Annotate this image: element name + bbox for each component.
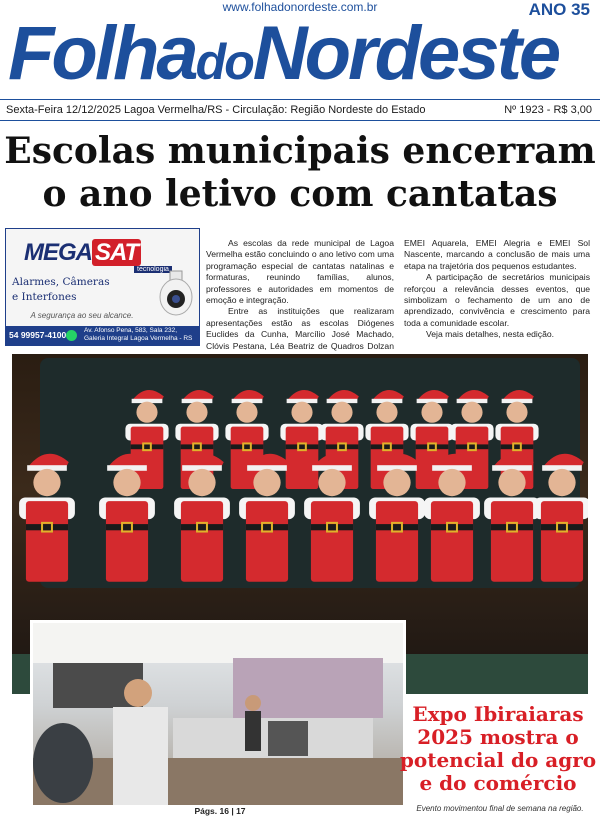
- newspaper-masthead: [8, 10, 598, 96]
- ad-brand-sat: SAT: [92, 239, 141, 266]
- ad-contact-bar: [6, 326, 199, 345]
- expo-ibiraiaras-photo: [30, 620, 406, 808]
- masthead-word-folha: Folha: [8, 11, 196, 96]
- headline-line-2: o ano letivo com cantatas: [42, 173, 558, 215]
- issue-price: Nº 1923 - R$ 3,00: [504, 104, 592, 116]
- ad-slogan: A segurança ao seu alcance.: [30, 311, 134, 320]
- child-figure: [19, 454, 75, 582]
- whatsapp-icon: [66, 330, 77, 341]
- article-column-2: [404, 238, 590, 341]
- dateline-info: Sexta-Feira 12/12/2025 Lagoa Vermelha/RS - Circulação: Região Nordeste do Estado: [6, 104, 426, 116]
- article-paragraph: Entre as instituições que realizaram apresentações estão as escolas Diógenes Euclides da Cunha, Marcílio José Machado, Clóvis Pestana, Léa Beatriz de Quadros Dolzan: [206, 306, 394, 351]
- child-figure: [280, 390, 323, 489]
- ad-brand-logo: [24, 239, 141, 267]
- ad-address-2: Galeria Integral Lagoa Vermelha - RS: [84, 335, 193, 342]
- expo-headline-line: Expo Ibiraiaras: [412, 702, 584, 726]
- megasat-advertisement: [5, 228, 200, 346]
- expo-caption: Evento movimentou final de semana na região.: [416, 804, 584, 813]
- article-paragraph: A participação de secretários municipais reforçou a relevância desses eventos, que simbolizam o fechamento de um ano de aprendizado, convivência e crescimento para toda a comunidade escolar.: [404, 272, 590, 328]
- see-more-note: Veja mais detalhes, nesta edição.: [426, 329, 555, 340]
- ad-phone[interactable]: 54 99957-4100: [9, 330, 67, 340]
- article-paragraph: As escolas da rede municipal de Lagoa Vermelha estão concluindo o ano letivo com uma programação especial de cantatas natalinas e formaturas, reunindo famílias, alunos, professores e autoridades em momentos de emoção e integração.: [206, 238, 394, 306]
- ad-services-line-1: Alarmes, Câmeras: [12, 276, 110, 288]
- headline-line-1: Escolas municipais encerram: [4, 130, 596, 172]
- pages-reference: Págs. 16 | 17: [194, 806, 246, 816]
- edition-label: ANO 35: [528, 0, 590, 19]
- child-figure: [534, 454, 588, 582]
- masthead-word-do: do: [195, 34, 253, 90]
- ad-services-line-2: e Interfones: [12, 291, 77, 303]
- ad-address-1: Av. Afonso Pena, 583, Sala 232,: [84, 327, 177, 334]
- expo-scene: [33, 623, 403, 805]
- expo-headline-line: e do comércio: [419, 771, 577, 795]
- expo-headline: [398, 703, 598, 795]
- masthead-word-nordeste: Nordeste: [252, 11, 559, 96]
- ad-brand-tag: tecnologia: [134, 266, 172, 273]
- article-paragraph: EMEI Aquarela, EMEI Alegria e EMEI Sol Nascente, marcando a conclusão de mais uma etapa na trajetória dos pequenos estudantes.: [404, 238, 590, 271]
- security-camera-icon: [156, 269, 196, 319]
- ad-brand-mega: MEGA: [24, 239, 92, 266]
- main-headline: [0, 130, 600, 216]
- site-url[interactable]: www.folhadonordeste.com.br: [222, 0, 378, 14]
- expo-headline-line: 2025 mostra o: [417, 725, 579, 749]
- expo-headline-line: potencial do agro: [399, 748, 597, 772]
- dateline-bar: [0, 99, 600, 121]
